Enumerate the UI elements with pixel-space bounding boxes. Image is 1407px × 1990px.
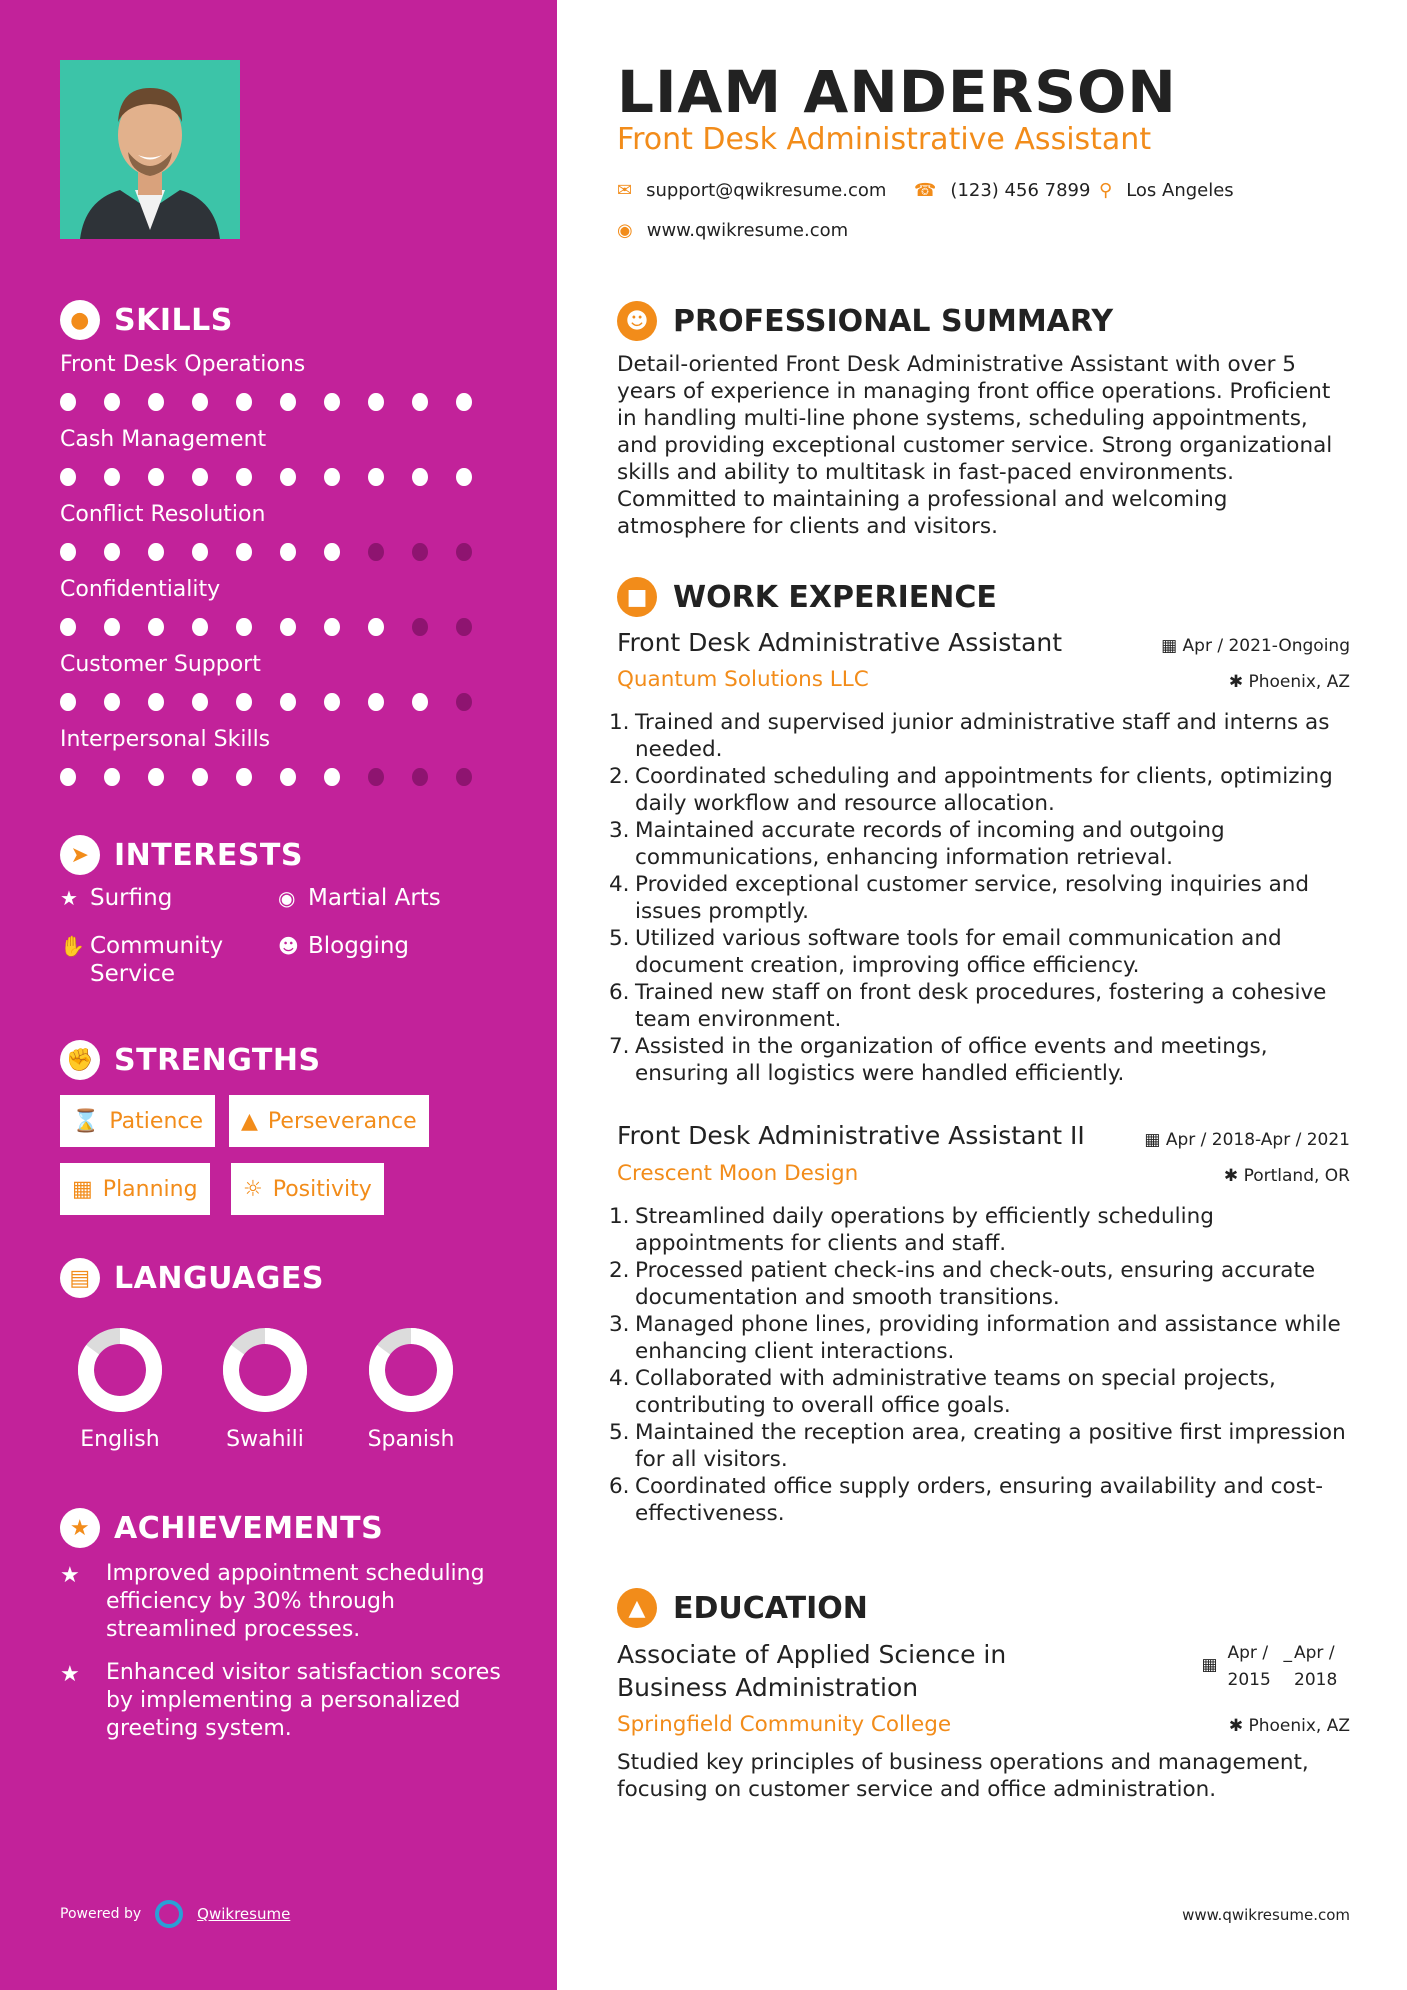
rating-dot: [456, 768, 472, 786]
interest-item: ◉ Martial Arts: [278, 885, 441, 911]
rating-dot: [324, 693, 340, 711]
summary-heading: ☻ PROFESSIONAL SUMMARY: [617, 301, 1113, 341]
strength-badge: ☼ Positivity: [231, 1163, 384, 1215]
bullet-number: 6.: [609, 980, 630, 1005]
rating-dot: [368, 693, 384, 711]
paper-plane-icon: ➤: [60, 835, 100, 875]
language-item: [60, 1325, 180, 1452]
languages-heading: ▤ LANGUAGES: [60, 1258, 324, 1298]
bullet-text: Provided exceptional customer service, resolving inquiries and issues promptly.: [635, 872, 1310, 924]
rating-dot: [148, 768, 164, 786]
candidate-role: Front Desk Administrative Assistant: [617, 122, 1152, 157]
experience-heading: ■ WORK EXPERIENCE: [617, 577, 997, 617]
rating-dot: [148, 693, 164, 711]
rating-dot: [456, 468, 472, 486]
pin-icon: ✱: [1228, 1716, 1249, 1736]
job-date: ▦ Apr / 2021-Ongoing: [1161, 636, 1350, 656]
language-ring: [75, 1325, 165, 1415]
bullet-number: 7.: [609, 1034, 630, 1059]
rating-dot: [236, 543, 252, 561]
bullet-text: Processed patient check-ins and check-outs, ensuring accurate documentation and smooth transitions.: [635, 1258, 1316, 1310]
interest-item: ☻ Blogging: [278, 933, 410, 959]
skill-rating: [60, 693, 500, 711]
bullet-text: Utilized various software tools for email communication and document creation, improving office efficiency.: [635, 926, 1282, 978]
map-pin-icon: ⚲: [1099, 180, 1113, 201]
bullet-text: Coordinated scheduling and appointments for clients, optimizing daily workflow and resource allocation.: [635, 764, 1333, 816]
language-name: Spanish: [367, 1427, 455, 1452]
strength-badge: ▦ Planning: [60, 1163, 210, 1215]
skill-rating: [60, 468, 500, 486]
contact-location: ⚲ Los Angeles: [1099, 180, 1234, 201]
powered-by: Powered by Qwikresume: [60, 1900, 290, 1928]
skill-rating: [60, 393, 500, 411]
rating-dot: [456, 543, 472, 561]
school-name: Springfield Community College: [617, 1712, 952, 1737]
globe-icon: ◉: [617, 220, 633, 241]
bullet-number: 1.: [609, 1204, 630, 1229]
bullet-text: Streamlined daily operations by efficiently scheduling appointments for clients and staff.: [635, 1204, 1214, 1256]
job-bullet: [609, 1257, 1350, 1311]
rating-dot: [236, 618, 252, 636]
summary-text: Detail-oriented Front Desk Administrative Assistant with over 5 years of experience in managing front office operations. Proficient in handling multi-line phone systems, scheduling appointments, and providing exceptional customer service. Strong organizational skills and ability to multitask in fast-paced environments. Committed to maintaining a professional and welcoming atmosphere for clients and visitors.: [617, 352, 1333, 539]
rating-dot: [368, 768, 384, 786]
bullet-number: 5.: [609, 1420, 630, 1445]
bullet-text: Maintained accurate records of incoming and outgoing communications, enhancing information retrieval.: [635, 818, 1225, 870]
rating-dot: [148, 618, 164, 636]
skill-name: Cash Management: [60, 427, 267, 452]
job-company: Quantum Solutions LLC: [617, 667, 869, 692]
skill-item: [60, 652, 500, 711]
bullet-number: 6.: [609, 1474, 630, 1499]
contact-email[interactable]: ✉ support@qwikresume.com: [617, 180, 887, 201]
fist-icon: ✊: [60, 1040, 100, 1080]
lightbulb-icon: ●: [60, 300, 100, 340]
bullet-number: 2.: [609, 1258, 630, 1283]
job-bullet: [609, 1311, 1350, 1365]
rating-dot: [60, 618, 76, 636]
rating-dot: [368, 468, 384, 486]
rating-dot: [148, 543, 164, 561]
rating-dot: [192, 543, 208, 561]
phone-icon: ☎: [914, 180, 937, 201]
bullet-number: 1.: [609, 710, 630, 735]
bullet-number: 3.: [609, 1312, 630, 1337]
language-ring: [220, 1325, 310, 1415]
rating-dot: [192, 768, 208, 786]
job-company: Crescent Moon Design: [617, 1161, 859, 1186]
job-date: ▦ Apr / 2018-Apr / 2021: [1144, 1130, 1350, 1150]
job-bullet: [609, 1473, 1350, 1527]
footer-url[interactable]: www.qwikresume.com: [1182, 1906, 1350, 1924]
skill-rating: [60, 618, 500, 636]
road-icon: ▲: [241, 1108, 258, 1134]
job-bullet: [609, 1203, 1350, 1257]
job-title: Front Desk Administrative Assistant: [617, 628, 1063, 657]
skill-rating: [60, 768, 500, 786]
rating-dot: [412, 543, 428, 561]
bullet-number: 5.: [609, 926, 630, 951]
rating-dot: [412, 618, 428, 636]
job-bullet: [609, 871, 1350, 925]
skill-rating: [60, 543, 500, 561]
bullet-text: Maintained the reception area, creating a positive first impression for all visitors.: [635, 1420, 1346, 1472]
bullet-text: Trained new staff on front desk procedures, fostering a cohesive team environment.: [635, 980, 1327, 1032]
job-location: ✱ Portland, OR: [1223, 1166, 1350, 1186]
language-name: English: [80, 1427, 160, 1452]
envelope-icon: ✉: [617, 180, 633, 201]
contact-website[interactable]: ◉ www.qwikresume.com: [617, 220, 849, 241]
pin-icon: ✱: [1223, 1166, 1244, 1186]
education-dates: ▦ Apr / 2015 _ Apr / 2018: [1201, 1640, 1342, 1694]
briefcase-icon: ■: [617, 577, 657, 617]
candidate-name: LIAM ANDERSON: [617, 58, 1177, 126]
skill-item: [60, 577, 500, 636]
job-bullets: [609, 1203, 1350, 1527]
language-item: [351, 1325, 471, 1452]
rating-dot: [412, 393, 428, 411]
skill-name: Customer Support: [60, 652, 261, 677]
profile-photo-image: [60, 60, 240, 239]
rating-dot: [280, 468, 296, 486]
bullet-number: 4.: [609, 1366, 630, 1391]
calendar-icon: ▦: [1201, 1655, 1218, 1675]
trophy-icon: ★: [60, 1508, 100, 1548]
job-bullet: [609, 979, 1350, 1033]
interest-item: ✋ Community Service: [60, 933, 224, 987]
degree-title: Associate of Applied Science in Business Administration: [617, 1640, 1007, 1702]
rating-dot: [412, 693, 428, 711]
rating-dot: [60, 693, 76, 711]
bullet-number: 3.: [609, 818, 630, 843]
skill-item: [60, 427, 500, 486]
skill-item: [60, 727, 500, 786]
job-location: ✱ Phoenix, AZ: [1228, 672, 1350, 692]
education-heading: ▲ EDUCATION: [617, 1588, 868, 1628]
rating-dot: [236, 693, 252, 711]
rating-dot: [148, 393, 164, 411]
rating-dot: [236, 768, 252, 786]
main-content: [609, 0, 1350, 1990]
rating-dot: [192, 468, 208, 486]
rating-dot: [280, 543, 296, 561]
star-icon: ★: [60, 886, 78, 910]
rating-dot: [324, 543, 340, 561]
calendar-icon: ▦: [1144, 1130, 1166, 1150]
rating-dot: [456, 618, 472, 636]
interests-heading: ➤ INTERESTS: [60, 835, 303, 875]
bullet-text: Coordinated office supply orders, ensuring availability and cost-effectiveness.: [635, 1474, 1324, 1526]
achievements-heading: ★ ACHIEVEMENTS: [60, 1508, 383, 1548]
contact-phone[interactable]: ☎ (123) 456 7899: [914, 180, 1091, 201]
user-icon: ☻: [617, 301, 657, 341]
rating-dot: [280, 693, 296, 711]
sun-icon: ☼: [243, 1176, 263, 1202]
rating-dot: [60, 543, 76, 561]
rating-dot: [236, 468, 252, 486]
skill-name: Confidentiality: [60, 577, 221, 602]
rating-dot: [148, 468, 164, 486]
bullet-text: Trained and supervised junior administrative staff and interns as needed.: [635, 710, 1330, 762]
job-bullets: [609, 709, 1350, 1087]
strength-badge: ▲ Perseverance: [229, 1095, 429, 1147]
rating-dot: [412, 468, 428, 486]
qwikresume-logo-icon: [155, 1900, 183, 1928]
bullet-text: Managed phone lines, providing information and assistance while enhancing client interactions.: [635, 1312, 1341, 1364]
achievement-item: ★ Improved appointment scheduling efficiency by 30% through streamlined processes.: [60, 1561, 485, 1642]
job-bullet: [609, 709, 1350, 763]
bullet-text: Assisted in the organization of office events and meetings, ensuring all logistics were handled efficiently.: [635, 1034, 1268, 1086]
rating-dot: [192, 393, 208, 411]
pin-icon: ✱: [1228, 672, 1249, 692]
language-name: Swahili: [226, 1427, 304, 1452]
rating-dot: [412, 768, 428, 786]
rating-dot: [280, 618, 296, 636]
rating-dot: [104, 543, 120, 561]
skill-name: Interpersonal Skills: [60, 727, 271, 752]
strengths-heading: ✊ STRENGTHS: [60, 1040, 321, 1080]
bullet-text: Collaborated with administrative teams on special projects, contributing to overall office goals.: [635, 1366, 1276, 1418]
bullet-number: 2.: [609, 764, 630, 789]
rating-dot: [456, 693, 472, 711]
job-bullet: [609, 1419, 1350, 1473]
hourglass-icon: ⌛: [72, 1108, 100, 1134]
rating-dot: [104, 693, 120, 711]
rating-dot: [192, 618, 208, 636]
graduation-icon: ▲: [617, 1588, 657, 1628]
rating-dot: [456, 393, 472, 411]
bullet-number: 4.: [609, 872, 630, 897]
skill-name: Conflict Resolution: [60, 502, 266, 527]
job-bullet: [609, 925, 1350, 979]
skill-name: Front Desk Operations: [60, 352, 306, 377]
job-bullet: [609, 1365, 1350, 1419]
star-icon: ★: [60, 1662, 80, 1687]
job-bullet: [609, 763, 1350, 817]
rating-dot: [324, 618, 340, 636]
school-location: ✱ Phoenix, AZ: [1228, 1716, 1350, 1736]
calendar-icon: ▦: [72, 1176, 93, 1202]
job-bullet: [609, 1033, 1350, 1087]
language-item: [205, 1325, 325, 1452]
strength-badge: ⌛ Patience: [60, 1095, 215, 1147]
rating-dot: [192, 693, 208, 711]
users-icon: ☻: [278, 934, 299, 958]
rating-dot: [368, 618, 384, 636]
rating-dot: [368, 543, 384, 561]
rating-dot: [60, 393, 76, 411]
star-icon: ★: [60, 1563, 80, 1588]
rating-dot: [280, 768, 296, 786]
rating-dot: [324, 768, 340, 786]
rating-dot: [368, 393, 384, 411]
rating-dot: [324, 468, 340, 486]
rating-dot: [104, 618, 120, 636]
skills-heading: ● SKILLS: [60, 300, 233, 340]
rating-dot: [104, 768, 120, 786]
rating-dot: [60, 768, 76, 786]
rating-dot: [104, 468, 120, 486]
job-title: Front Desk Administrative Assistant II: [617, 1121, 1085, 1150]
education-text: Studied key principles of business operations and management, focusing on customer service and office administration.: [617, 1750, 1309, 1802]
job-bullet: [609, 817, 1350, 871]
language-ring: [366, 1325, 456, 1415]
rating-dot: [236, 393, 252, 411]
rating-dot: [60, 468, 76, 486]
skill-item: [60, 352, 500, 411]
skill-item: [60, 502, 500, 561]
hand-icon: ✋: [60, 934, 85, 958]
rating-dot: [104, 393, 120, 411]
language-icon: ▤: [60, 1258, 100, 1298]
rating-dot: [324, 393, 340, 411]
calendar-icon: ▦: [1161, 636, 1183, 656]
sidebar: [0, 0, 557, 1990]
qwikresume-link[interactable]: Qwikresume: [197, 1905, 291, 1923]
profile-photo: [60, 60, 240, 239]
achievement-item: ★ Enhanced visitor satisfaction scores by implementing a personalized greeting system.: [60, 1660, 501, 1741]
interest-item: ★ Surfing: [60, 885, 173, 911]
rating-dot: [280, 393, 296, 411]
globe-icon: ◉: [278, 886, 296, 910]
